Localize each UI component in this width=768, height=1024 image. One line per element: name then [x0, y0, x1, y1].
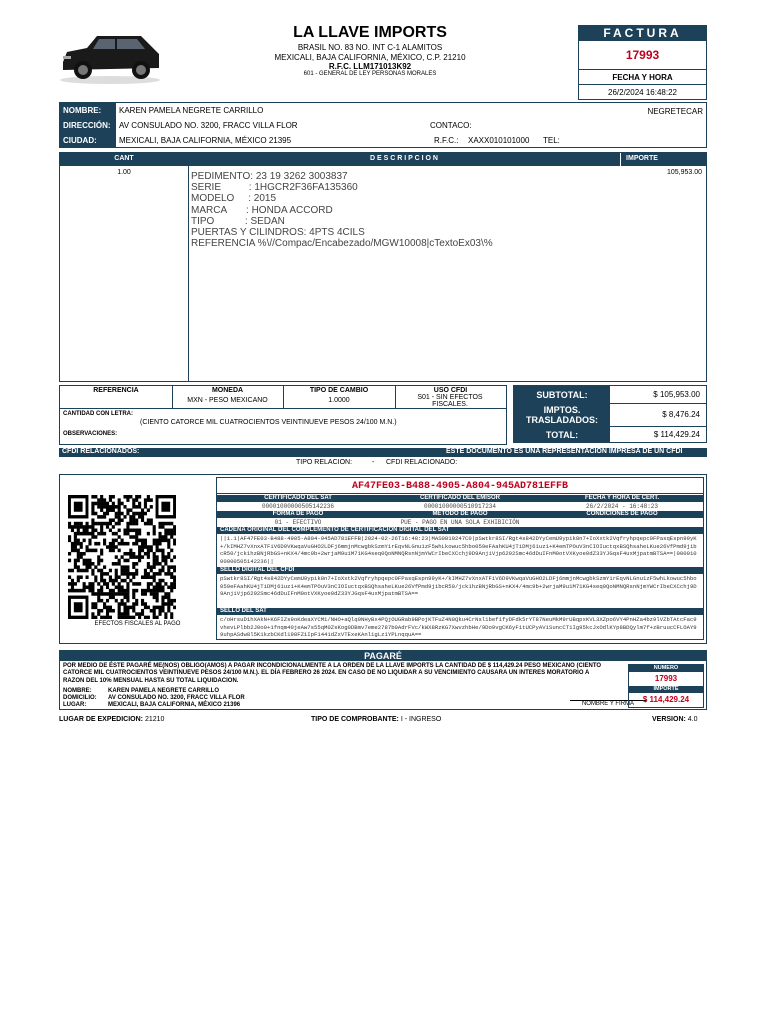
payment-method: PUE - PAGO EN UNA SOLA EXHIBICIÓN — [400, 519, 520, 526]
company-regime: 601 - GENERAL DE LEY PERSONAS MORALES — [303, 71, 437, 77]
pagare-number-box — [628, 664, 704, 708]
desc-line: PUERTAS Y CILINDROS: 4PTS 4CILS — [191, 227, 365, 239]
total: $ 114,429.24 — [653, 430, 700, 439]
sat-block — [59, 474, 707, 644]
invoice-box — [578, 25, 707, 100]
payment-form: 01 - EFECTIVO — [274, 519, 322, 526]
cert-sat: 00001000000505142236 — [261, 503, 334, 510]
cert-date-label: FECHA Y HORA DE CERT. — [584, 495, 659, 501]
seal-cfdi-text: pSwtkr8SI/Rgt4s842DYyCemU9ypik8n7+IoXxtk2Vqfryhpqepc0FPasqEspn99yK+/kIMHZ7vXnxATFiV6D9VKwqaVuGHO2LDFj6mmjnMcwgbkSzmYirEqvNLGnu1zF5whLkowuc5hbo059eFAahKU4jTiDMj61uz1+K4emTPOuV3nCIOIuctqxBSQhsaheLKue26VfPmd9jibcR50/jck1hzBNjRbGS+nKX4/4mc9b+2wrjaM9u1M71KG4seq0QoNMNQRsnNjmYWCrIbeCXCchj9D9AnjiVjp6292Smc46dDuIFnM0otVXKyoe0dZ33YJGqsF4uxMjpatmBTSA== — [220, 575, 697, 598]
payment-method-label: METODO DE PAGO — [432, 511, 488, 517]
currency-label: MONEDA — [211, 387, 244, 394]
cert-date: 26/2/2024 - 16:48:23 — [585, 503, 658, 510]
footer-version — [652, 716, 698, 723]
cert-emisor-label: CERTIFICADO DEL EMISOR — [420, 495, 500, 501]
pagare-address-label: DOMICILIO: — [63, 695, 97, 701]
invoice-date-label: FECHA Y HORA — [579, 69, 706, 84]
desc-line: SERIE : 1HGCR2F36FA135360 — [191, 182, 358, 194]
items-header-qty: CANT — [114, 155, 134, 162]
item-description — [191, 171, 493, 249]
info-box — [59, 385, 507, 445]
client-code: NEGRETECAR — [647, 107, 703, 116]
seal-sat-label: SELLO DEL SAT — [220, 608, 267, 614]
client-city-label: CIUDAD: — [60, 133, 116, 148]
chain-text: ||1.1|AF47FE03-B488-4905-A804-945AD781EFFB|2024-02-26T16:48:23|MAS0810247C0|pSwtkr8SI/Rgt4s842DYyCemU9ypik8n7+IoXxtk2Vqfryhpqepc0FPasqEspn99yK+/kIMHZ7vXnxATFiV6D9VKwqaVuGHO2LDFj6mmjnMcwgbkSzmYirEqvNLGnu1zF5whLkowuc5hbo059eFAahKU4jTiDMj61uz1+K4emTPOuV3nCIOIuctqxBSQhsaheLKue26VfPmd9jibcR50/jck1hzBNjRbGS+nKX4/4mc9b+2wrjaM9u1M71KG4seq0QoNMNQRsnNjmYWCrIbeCXCchj9D9AnjiVjp6292Smc46dDuIFnM0otVXKyoe0dZ33YJGqsF4uxMjpatmBTSA==|00001000000505142236|| — [220, 535, 697, 565]
pagare-sign-label: NOMBRE Y FIRMA — [581, 701, 635, 707]
client-address: AV CONSULADO NO. 3200, FRACC VILLA FLOR — [119, 121, 298, 130]
subtotal: $ 105,953.00 — [653, 390, 700, 399]
cfdi-related: CFDI RELACIONADO: — [386, 459, 458, 466]
items-header-amount: IMPORTE — [626, 155, 658, 162]
footer-version-label: VERSION: — [652, 716, 686, 723]
pagare-place-label: LUGAR: — [63, 702, 87, 708]
client-tel-label: TEL: — [543, 136, 560, 145]
client-rfc-label: R.F.C.: — [434, 136, 459, 145]
pagare-text: POR MEDIO DE ÉSTE PAGARÉ ME(NOS) OBLIGO(AMOS) A PAGAR INCONDICIONALMENTE A LA ORDEN DE LA LLAVE IMPORTS LA CANTIDAD DE $ 114,429.24 PESO MEXICANO (CIENTO CATORCE MIL CUATROCIENTOS VEINTINUEVE PESOS 24/100 M.N.). EL DÍA FEBRERO 26 2024. EN CASO DE NO LIQUIDAR A SU VENCIMIENTO CAUSARA UN INTERES MORATORIO A RAZON DEL 10% MENSUAL HASTA SU TOTAL LIQUIDACION. — [63, 663, 602, 684]
footer-type-label: TIPO DE COMPROBANTE: — [311, 716, 399, 723]
chain-label: CADENA ORIGINAL DEL COMPLEMENTO DE CERTIFICACION DIGITAL DEL SAT — [220, 527, 450, 533]
items-table — [59, 152, 707, 382]
pagare-name-label: NOMBRE: — [63, 688, 92, 694]
item-qty: 1.00 — [117, 169, 131, 176]
footer-type — [311, 716, 441, 723]
tax-label-2: TRASLADADOS: — [526, 415, 598, 425]
pagare-address: AV CONSULADO NO. 3200, FRACC VILLA FLOR — [108, 695, 245, 701]
qr-caption: EFECTOS FISCALES AL PAGO — [94, 621, 181, 627]
pagare-title: PAGARÉ — [60, 651, 706, 661]
pagare-number: 17993 — [654, 674, 678, 683]
client-rfc: XAXX010101000 — [468, 136, 530, 145]
footer-version-value: 4.0 — [687, 716, 698, 723]
footer-place-label: LUGAR DE EXPEDICION: — [59, 716, 144, 723]
sat-details — [216, 477, 704, 640]
cert-sat-label: CERTIFICADO DEL SAT — [264, 495, 332, 501]
invoice-date: 26/2/2024 16:48:22 — [579, 84, 706, 99]
cfdi-dash: - — [372, 459, 375, 466]
tax: $ 8,476.24 — [662, 410, 700, 419]
rate-label: TIPO DE CAMBIO — [309, 387, 369, 394]
pagare-amount-label: IMPORTE — [629, 686, 703, 693]
words-label: CANTIDAD CON LETRA: — [63, 411, 133, 417]
sat-uuid: AF47FE03-B488-4905-A804-945AD781EFFB — [351, 481, 569, 492]
client-name-label: NOMBRE: — [60, 103, 116, 118]
subtotal-label: SUBTOTAL: — [536, 390, 588, 400]
conditions-label: CONDICIONES DE PAGO — [586, 511, 658, 517]
pagare-amount: $ 114,429.24 — [642, 695, 690, 704]
words: (CIENTO CATORCE MIL CUATROCIENTOS VEINTINUEVE PESOS 24/100 M.N.) — [140, 419, 397, 426]
cfdi-relation-type: TIPO RELACION: — [296, 459, 353, 466]
totals-box — [513, 385, 707, 443]
obs-label: OBSERVACIONES: — [63, 431, 118, 437]
desc-line: MARCA : HONDA ACCORD — [191, 204, 333, 216]
item-amount: 105,953.00 — [666, 169, 702, 176]
cfdi-printed-note: ESTE DOCUMENTO ES UNA REPRESENTACION IMPRESA DE UN CFDI — [446, 448, 683, 455]
pagare-name: KAREN PAMELA NEGRETE CARRILLO — [108, 688, 219, 694]
pagare-box — [59, 650, 707, 710]
tax-label-1: IMPTOS. — [543, 405, 581, 415]
client-box — [59, 102, 707, 148]
company-address1: BRASIL NO. 83 NO. INT C-1 ALAMITOS — [297, 43, 443, 52]
client-city: MEXICALI, BAJA CALIFORNIA, MÉXICO 21395 — [119, 136, 292, 145]
client-contact-label: CONTACO: — [430, 121, 472, 130]
use-label: USO CFDI — [433, 387, 468, 394]
footer-type-value: I - INGRESO — [400, 716, 442, 723]
pagare-number-label: NUMERO — [629, 665, 703, 672]
cfdi-related-label: CFDI RELACIONADOS: — [62, 448, 140, 455]
company-logo-car — [57, 22, 163, 88]
currency: MXN - PESO MEXICANO — [187, 397, 268, 404]
pagare-place: MEXICALI, BAJA CALIFORNIA, MÉXICO 21396 — [108, 702, 241, 708]
invoice-title: FACTURA — [579, 26, 706, 41]
seal-sat-text: c/oHrsuD1hXAkN+K6FIZs9oKdeaXYCM1/NHO+aQlq9NHyBx4PQjOUGRab9BPojKTFuZ4N0Qku4CrNsl1bef1fyDFdk5rYT87NeuMkM9rUBqpxKVL3XZpo6VY4PnHZa4bz9lVZbTAtcFac9vhevLPlbb2J0o0+1fnqm40jeAw7s55qM0ZsKog0DBmv7eme2787b0AdrFVc/kWX8RzKG7XwvzhbHe/9Do9vgCK6yF1tUCPyAViSuncCT1Ig95kcJxOdlKYp8BDQylm7f+zBruucCFLOAY99uhpASdw8l5K1kzbCKdl198FZ1IpF1441dZxVTExeKAnl1gLz1YPLnqquA== — [220, 616, 697, 639]
payment-form-label: FORMA DE PAGO — [272, 511, 324, 517]
total-label: TOTAL: — [545, 430, 579, 440]
client-name: KAREN PAMELA NEGRETE CARRILLO — [119, 106, 264, 115]
desc-line: MODELO : 2015 — [191, 193, 277, 205]
ref-label: REFERENCIA — [93, 387, 139, 394]
cert-emisor: 00001000000510917234 — [423, 503, 496, 510]
invoice-number: 17993 — [625, 48, 660, 62]
desc-line: PEDIMENTO: 23 19 3262 3003837 — [191, 171, 348, 182]
items-header-desc: D E S C R I P C I O N — [370, 155, 438, 162]
footer-place — [59, 716, 164, 723]
client-address-label: DIRECCIÓN: — [60, 118, 116, 133]
company-address2: MEXICALI, BAJA CALIFORNIA, MÉXICO, C.P. 21210 — [274, 53, 466, 62]
use: S01 - SIN EFECTOS FISCALES. — [417, 394, 483, 408]
desc-line: REFERENCIA %\//Compac/Encabezado/MGW10008|cTextoEx03\% — [191, 238, 493, 250]
qr-code — [68, 495, 176, 619]
company-name: LA LLAVE IMPORTS — [293, 24, 447, 41]
seal-cfdi-label: SELLO DIGITAL DEL CFDI — [220, 567, 295, 573]
footer-place-value: 21210 — [144, 716, 165, 723]
company-rfc: R.F.C. LLM171013K92 — [328, 62, 412, 71]
rate: 1.0000 — [328, 397, 350, 404]
desc-line: TIPO : SEDAN — [191, 215, 285, 227]
